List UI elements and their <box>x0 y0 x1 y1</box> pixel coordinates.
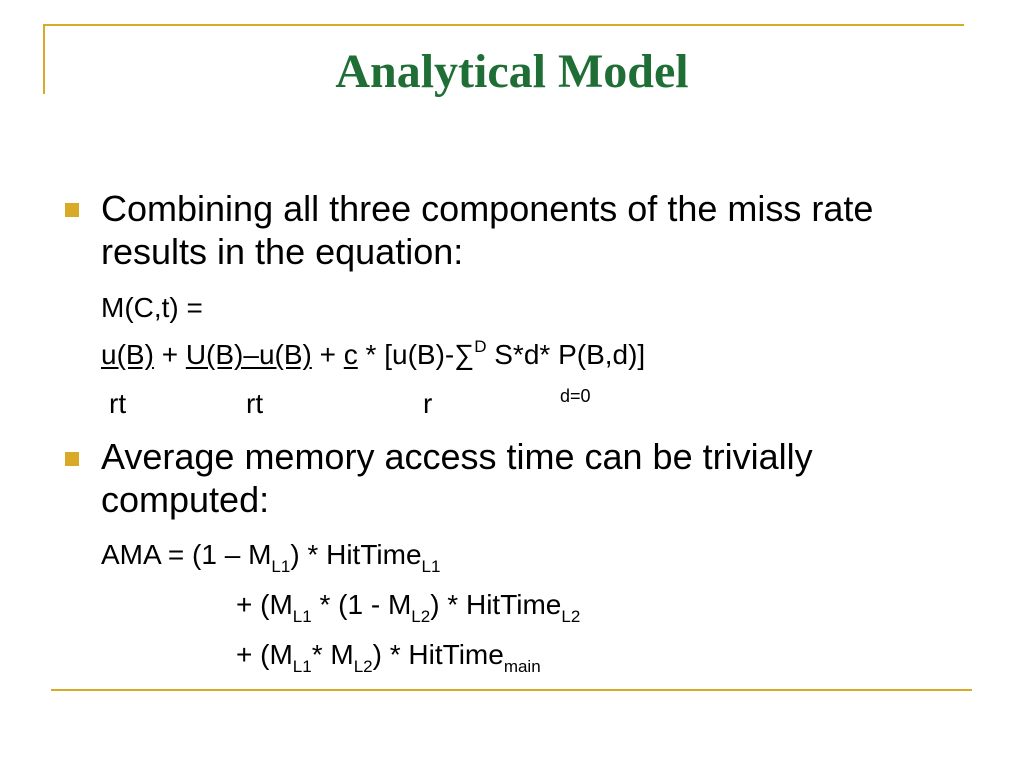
ama-line3-prefix: + (M <box>236 639 293 670</box>
miss-rate-equation-line <box>101 338 645 376</box>
plus-sign-1: + <box>161 339 179 370</box>
term3-numerator: c <box>343 339 358 370</box>
top-border-line <box>43 24 964 26</box>
ama-line3-mid-2: ) * HitTime <box>372 639 504 670</box>
ama-line1-mid: ) * HitTime <box>290 539 422 570</box>
ama-line2-subscript-3: L2 <box>561 607 581 626</box>
term2-numerator: U(B)–u(B) <box>185 339 312 370</box>
plus-sign-2: + <box>319 339 336 370</box>
bullet-text-1: Combining all three components of the miss rate results in the equation: <box>101 188 874 272</box>
ama-line3-mid-1: * M <box>311 639 354 670</box>
ama-equation-line-1 <box>101 538 440 576</box>
denominator-1: rt <box>109 388 127 419</box>
term1-numerator: u(B) <box>101 339 154 370</box>
equation-lhs: M(C,t) = <box>101 292 203 323</box>
denominator-3: r <box>423 388 433 419</box>
ama-line2-mid-2: ) * HitTime <box>430 589 562 620</box>
ama-line2-subscript-1: L1 <box>292 607 312 626</box>
bracket-rest: S*d* P(B,d)] <box>494 339 646 370</box>
sum-upper-limit: D <box>474 337 487 356</box>
ama-equation-line-3 <box>236 638 541 676</box>
sum-lower-limit: d=0 <box>560 386 591 406</box>
denominator-2: rt <box>246 388 264 419</box>
ama-line2-subscript-2: L2 <box>411 607 431 626</box>
ama-line3-subscript-1: L1 <box>292 657 312 676</box>
ama-line1-subscript-1: L1 <box>271 557 291 576</box>
bracket-open: * [u(B)-∑ <box>365 339 475 370</box>
bullet-marker-2 <box>65 452 79 466</box>
ama-equation-line-2 <box>236 588 580 626</box>
bullet-marker-1 <box>65 203 79 217</box>
ama-line3-subscript-2: L2 <box>353 657 373 676</box>
ama-line1-subscript-2: L1 <box>421 557 441 576</box>
bottom-rule-line <box>51 689 972 691</box>
ama-line3-subscript-3: main <box>503 657 541 676</box>
ama-line1-prefix: AMA = (1 – M <box>101 539 272 570</box>
slide-title: Analytical Model <box>335 45 689 98</box>
bullet-text-2: Average memory access time can be trivially computed: <box>101 436 813 520</box>
ama-line2-prefix: + (M <box>236 589 293 620</box>
ama-line2-mid-1: * (1 - M <box>311 589 412 620</box>
